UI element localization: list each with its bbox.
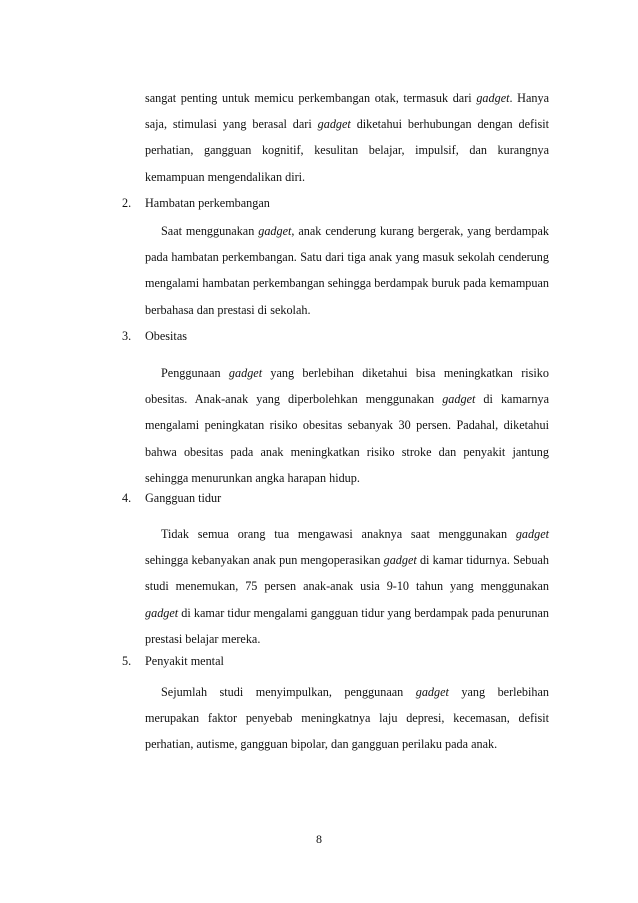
italic-term: gadget xyxy=(145,605,179,620)
section-heading-3 xyxy=(122,326,187,346)
italic-term: gadget xyxy=(258,224,292,238)
italic-term: gadget xyxy=(383,553,417,568)
section-title: Obesitas xyxy=(145,329,187,343)
italic-term: gadget xyxy=(515,527,549,541)
section-heading-5 xyxy=(122,651,224,671)
section-number: 2. xyxy=(122,196,132,210)
section-number: 3. xyxy=(122,329,132,343)
intro-paragraph: sangat penting untuk memicu perkembangan otak, termasuk dari gadget. Hanya saja, stimulasi yang berasal dari gadget diketahui berhubungan dengan defisit perhatian, gangguan kognitif, kesulitan belajar, impulsif, dan kurangnya kemampuan mengendalikan diri. xyxy=(145,91,550,184)
section-paragraph-3: Penggunaan gadget yang berlebihan diketahui bisa meningkatkan risiko obesitas. Anak-anak yang diperbolehkan menggunakan gadget di kamarnya mengalami peningkatan risiko obesitas sebanyak 30 persen. Padahal, diketahui bahwa obesitas pada anak meningkatkan risiko stroke dan penyakit jantung sehingga menurunkan angka harapan hidup. xyxy=(145,366,550,485)
section-paragraph-4: Tidak semua orang tua mengawasi anaknya saat menggunakan gadget sehingga kebanyakan anak pun mengoperasikan gadget di kamar tidurnya. Sebuah studi menemukan, 75 persen anak-anak usia 9-10 tahun yang menggunakan gadget di kamar tidur mengalami gangguan tidur yang berdampak pada penurunan prestasi belajar mereka. xyxy=(145,527,549,646)
section-number: 4. xyxy=(122,491,132,505)
section-title: Hambatan perkembangan xyxy=(145,196,270,210)
section-paragraph-2: Saat menggunakan gadget, anak cenderung kurang bergerak, yang berdampak pada hambatan perkembangan. Satu dari tiga anak yang masuk sekolah cenderung mengalami hambatan perkembangan sehingga berdampak buruk pada kemampuan berbahasa dan prestasi di sekolah. xyxy=(145,224,549,317)
italic-term: gadget xyxy=(442,392,476,407)
section-title: Penyakit mental xyxy=(145,654,224,668)
italic-term: gadget xyxy=(317,117,351,132)
section-title: Gangguan tidur xyxy=(145,491,222,505)
section-number: 5. xyxy=(122,654,132,668)
section-paragraph-5: Sejumlah studi menyimpulkan, penggunaan gadget yang berlebihan merupakan faktor penyebab meningkatnya laju depresi, kecemasan, defisit perhatian, autisme, gangguan bipolar, dan gangguan perilaku pada anak. xyxy=(145,685,549,752)
italic-term: gadget xyxy=(476,91,510,105)
italic-term: gadget xyxy=(415,685,449,699)
section-heading-2 xyxy=(122,193,270,213)
page-number: 8 xyxy=(316,832,322,846)
section-heading-4 xyxy=(122,488,221,508)
italic-term: gadget xyxy=(228,366,263,380)
